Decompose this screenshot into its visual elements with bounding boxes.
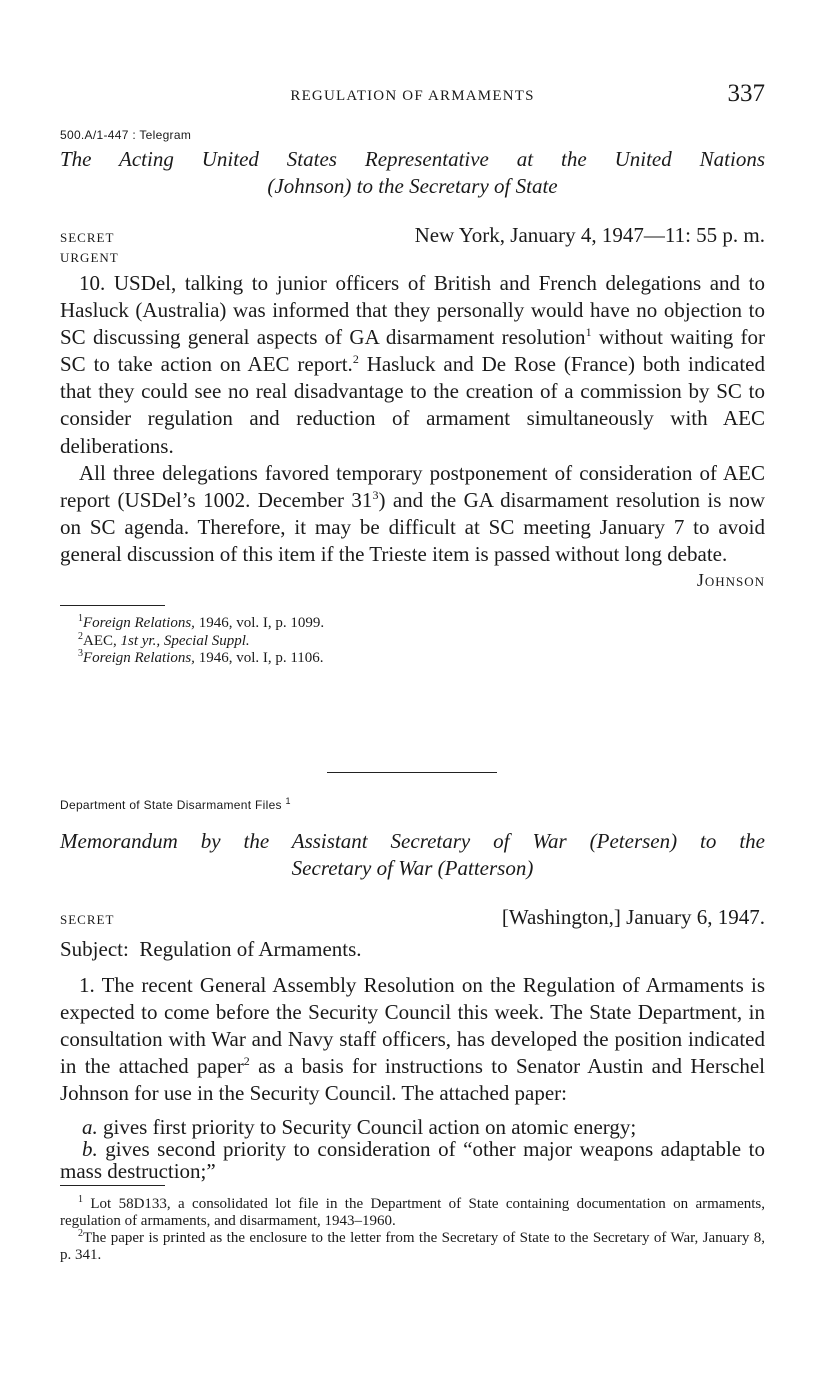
list-item-text: gives second priority to consideration of “other major weapons adaptable to mass destruction;” — [60, 1136, 765, 1183]
body-paragraph — [60, 460, 765, 568]
classification-mark: SECRET — [60, 912, 115, 927]
footnote — [78, 630, 765, 651]
footnote-ref: 3 — [372, 487, 379, 502]
dateline: [Washington,] January 6, 1947. — [501, 905, 765, 929]
footnote — [78, 615, 765, 633]
footnote-number: 1 — [78, 1193, 83, 1205]
item-list — [60, 1116, 765, 1182]
footnote-number: 2 — [78, 630, 83, 642]
text-run: Hasluck and De Rose (France) both indicated that they could see no real disadvantage to the creation of a commission by SC to consider regulation and reduction of armament simultaneously with AEC deliberations. — [60, 352, 765, 458]
document-title-line: Memorandum by the Assistant Secretary of War (Petersen) to the — [60, 829, 765, 853]
list-item-text: gives first priority to Security Council action on atomic energy; — [97, 1114, 637, 1139]
text-run: 1. The recent General Assembly Resolution on the Regulation of Armaments is expected to come before the Security Council this week. The State Department, in consultation with War and Navy staff officers, has developed the position indicated in the attached paper — [60, 973, 765, 1079]
footnote-number: 2 — [78, 1227, 83, 1239]
footnote — [60, 1227, 765, 1264]
running-title: REGULATION OF ARMAMENTS — [290, 88, 535, 104]
document-telegram — [60, 128, 765, 668]
document-separator — [327, 772, 497, 773]
footnote-number: 3 — [78, 648, 83, 660]
footnote-italic: Foreign Relations, — [83, 650, 195, 667]
classification-row — [60, 905, 765, 930]
text-run: 10. USDel, talking to junior officers of British and French delegations and to Hasluck (Australia) was informed that they personally would have no objection to SC discussing general aspects of GA disarmament resolution — [60, 271, 765, 350]
classification-mark: SECRET — [60, 230, 115, 245]
text-run: without waiting for SC to take action on AEC report. — [60, 325, 765, 377]
document-title — [60, 828, 765, 882]
dateline: New York, January 4, 1947—11: 55 p. m. — [414, 223, 765, 247]
footnote-text: AEC, — [83, 632, 121, 649]
footnote — [60, 1193, 766, 1230]
footnote-ref: 2 — [243, 1054, 250, 1069]
page-number: 337 — [727, 80, 765, 107]
file-reference — [60, 798, 765, 812]
document-title-line: The Acting United States Representative at the United Nations — [60, 147, 765, 171]
footnote-rule — [60, 1185, 165, 1186]
file-reference-text: Department of State Disarmament Files — [60, 798, 282, 812]
footnote-ref: 1 — [285, 796, 291, 806]
footnote-ref: 1 — [585, 325, 592, 340]
list-item — [60, 1116, 765, 1138]
list-item-letter: a. — [82, 1114, 98, 1139]
document-title-line: Secretary of War (Patterson) — [291, 856, 534, 880]
body-paragraph — [60, 270, 765, 460]
subject-line — [60, 936, 765, 963]
list-item — [60, 1138, 765, 1182]
document-title — [60, 146, 765, 200]
signature: Johnson — [696, 570, 765, 591]
footnote-number: 1 — [78, 613, 83, 625]
footnote-rule — [60, 605, 165, 606]
footnotes — [60, 1193, 766, 1264]
text-run: as a basis for instructions to Senator Austin and Herschel Johnson for use in the Security Council. The attached paper: — [60, 1054, 766, 1106]
document-title-line: (Johnson) to the Secretary of State — [267, 174, 558, 198]
footnotes — [60, 615, 765, 668]
running-head — [60, 80, 765, 114]
text-run: ) and the GA disarmament resolution is now on SC agenda. Therefore, it may be difficult at SC meeting January 7 to avoid general discussion of this item if the Trieste item is passed without long debate. — [60, 487, 765, 566]
file-reference: 500.A/1-447 : Telegram — [60, 128, 192, 142]
footnote-text: 1946, vol. I, p. 1099. — [194, 615, 325, 632]
footnote — [78, 650, 765, 668]
document-memorandum — [60, 798, 765, 1264]
subject-label: Subject: — [60, 937, 129, 961]
body-paragraph — [60, 972, 765, 1107]
priority-mark: URGENT — [60, 250, 119, 265]
subject-text: Regulation of Armaments. — [139, 937, 362, 961]
classification-row — [60, 223, 765, 248]
footnote-text: 1946, vol. I, p. 1106. — [194, 650, 324, 667]
footnote-ref: 2 — [352, 352, 359, 367]
text-run: All three delegations favored temporary postponement of consideration of AEC report (USDel’s 1002. December 31 — [60, 460, 765, 512]
footnote-italic: 1st yr., Special Suppl. — [120, 632, 250, 649]
footnote-text: The paper is printed as the enclosure to the letter from the Secretary of State to the Secretary of War, January 8, p. 341. — [60, 1229, 765, 1263]
list-item-letter: b. — [82, 1136, 98, 1161]
footnote-text: Lot 58D133, a consolidated lot file in the Department of State containing documentation on armaments, regulation of armaments, and disarmament, 1943–1960. — [60, 1195, 766, 1229]
footnote-italic: Foreign Relations, — [83, 615, 195, 632]
